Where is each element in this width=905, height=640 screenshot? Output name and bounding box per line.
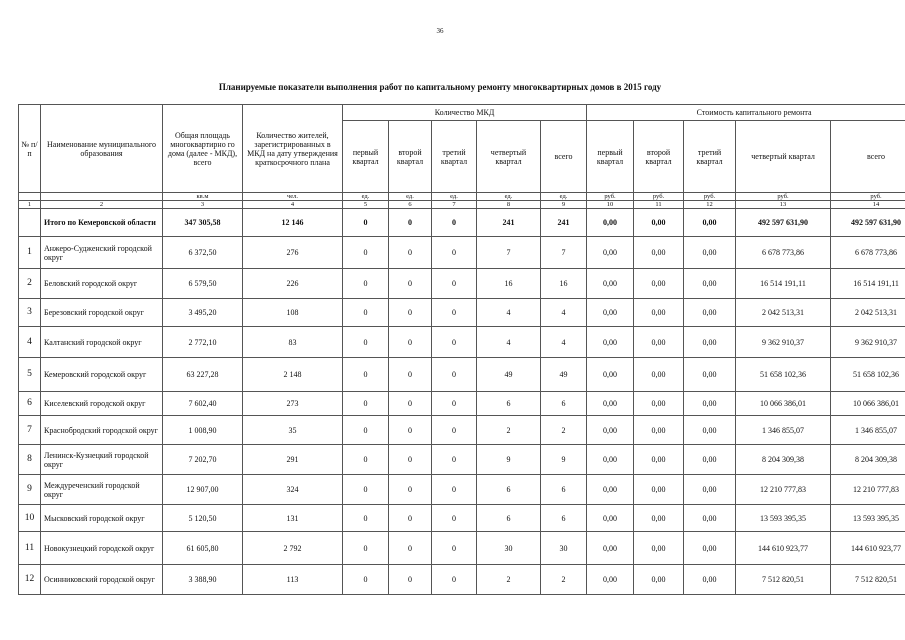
cell-cost-q1: 0,00 — [587, 392, 634, 416]
cell-area: 3 388,90 — [163, 565, 243, 595]
municipality-name: Междуреченский городской округ — [41, 475, 163, 505]
column-number: 7 — [432, 201, 477, 209]
cell-cost-q3: 0,00 — [684, 505, 736, 532]
cell-area: 6 579,50 — [163, 269, 243, 299]
cell-cost-q4: 8 204 309,38 — [736, 445, 831, 475]
page-number: 36 — [436, 27, 444, 35]
cell-mkd-q2: 0 — [389, 505, 432, 532]
cell-cost-q4: 7 512 820,51 — [736, 565, 831, 595]
municipality-name: Кемеровский городской округ — [41, 358, 163, 392]
cell-cost-q1: 0,00 — [587, 532, 634, 565]
header-mkd-q3: третий квартал — [432, 121, 477, 193]
cell-mkd-q3: 0 — [432, 505, 477, 532]
cell-cost-total: 8 204 309,38 — [831, 445, 905, 475]
table-row — [19, 358, 905, 392]
cell-residents: 276 — [243, 237, 343, 269]
cell-mkd-total: 16 — [541, 269, 587, 299]
municipality-name: Мысковский городской округ — [41, 505, 163, 532]
cell-mkd-q1: 0 — [343, 392, 389, 416]
header-cost-q2: второй квартал — [634, 121, 684, 193]
cell-residents: 35 — [243, 416, 343, 445]
unit-cell: руб. — [684, 193, 736, 201]
table-row — [19, 445, 905, 475]
cell-mkd-total: 9 — [541, 445, 587, 475]
unit-cell: руб. — [831, 193, 905, 201]
cell-mkd-total: 2 — [541, 416, 587, 445]
cell-mkd-q3: 0 — [432, 532, 477, 565]
cell-residents: 2 148 — [243, 358, 343, 392]
table-row — [19, 416, 905, 445]
cell-mkd-q2: 0 — [389, 565, 432, 595]
header-mkd-q2: второй квартал — [389, 121, 432, 193]
total-residents: 12 146 — [243, 209, 343, 237]
unit-cell — [41, 193, 163, 201]
unit-cell — [19, 193, 41, 201]
municipality-name: Ленинск-Кузнецкий городской округ — [41, 445, 163, 475]
cell-residents: 324 — [243, 475, 343, 505]
cell-cost-q1: 0,00 — [587, 358, 634, 392]
row-number: 2 — [19, 269, 41, 299]
cell-residents: 2 792 — [243, 532, 343, 565]
table-row — [19, 565, 905, 595]
header-num: № п/п — [19, 105, 41, 193]
cell-cost-q4: 2 042 513,31 — [736, 299, 831, 327]
municipality-name: Анжеро-Судженский городской округ — [41, 237, 163, 269]
cell-cost-total: 1 346 855,07 — [831, 416, 905, 445]
cell-mkd-q3: 0 — [432, 358, 477, 392]
column-number: 13 — [736, 201, 831, 209]
cell-cost-q3: 0,00 — [684, 269, 736, 299]
header-area: Общая площадь многоквартирно го дома (далее - МКД), всего — [163, 105, 243, 193]
cell-cost-q1: 0,00 — [587, 565, 634, 595]
total-num-cell — [19, 209, 41, 237]
table-row — [19, 299, 905, 327]
cell-cost-q2: 0,00 — [634, 358, 684, 392]
cell-cost-q2: 0,00 — [634, 237, 684, 269]
cell-cost-q4: 6 678 773,86 — [736, 237, 831, 269]
total-mkd-q3: 0 — [432, 209, 477, 237]
cell-cost-q4: 13 593 395,35 — [736, 505, 831, 532]
cell-mkd-q2: 0 — [389, 269, 432, 299]
cell-cost-q3: 0,00 — [684, 327, 736, 358]
cell-cost-q2: 0,00 — [634, 416, 684, 445]
column-number: 3 — [163, 201, 243, 209]
cell-cost-q1: 0,00 — [587, 269, 634, 299]
cell-cost-q2: 0,00 — [634, 299, 684, 327]
cell-area: 6 372,50 — [163, 237, 243, 269]
cell-cost-q3: 0,00 — [684, 358, 736, 392]
cell-cost-total: 51 658 102,36 — [831, 358, 905, 392]
cell-mkd-q4: 6 — [477, 475, 541, 505]
total-cost-q1: 0,00 — [587, 209, 634, 237]
total-cost-q4: 492 597 631,90 — [736, 209, 831, 237]
cell-mkd-q3: 0 — [432, 269, 477, 299]
header-mkd-q1: первый квартал — [343, 121, 389, 193]
cell-mkd-total: 49 — [541, 358, 587, 392]
cell-cost-total: 16 514 191,11 — [831, 269, 905, 299]
cell-cost-q2: 0,00 — [634, 475, 684, 505]
total-cost-total: 492 597 631,90 — [831, 209, 905, 237]
header-residents: Количество жителей, зарегистрированных в МКД на дату утверждения краткосрочного плана — [243, 105, 343, 193]
unit-cell: ед. — [541, 193, 587, 201]
cell-cost-q3: 0,00 — [684, 475, 736, 505]
municipality-name: Калтанский городской округ — [41, 327, 163, 358]
column-number: 1 — [19, 201, 41, 209]
cell-mkd-q3: 0 — [432, 392, 477, 416]
municipality-name: Краснобродский городской округ — [41, 416, 163, 445]
cell-cost-q3: 0,00 — [684, 532, 736, 565]
cell-cost-q3: 0,00 — [684, 416, 736, 445]
column-number: 11 — [634, 201, 684, 209]
cell-area: 7 202,70 — [163, 445, 243, 475]
cell-mkd-q1: 0 — [343, 532, 389, 565]
cell-mkd-total: 6 — [541, 475, 587, 505]
header-mkd-group: Количество МКД — [343, 105, 587, 121]
cell-residents: 108 — [243, 299, 343, 327]
cell-mkd-q4: 30 — [477, 532, 541, 565]
cell-mkd-q1: 0 — [343, 505, 389, 532]
cell-cost-total: 12 210 777,83 — [831, 475, 905, 505]
cell-mkd-q3: 0 — [432, 237, 477, 269]
column-number: 4 — [243, 201, 343, 209]
cell-cost-q4: 10 066 386,01 — [736, 392, 831, 416]
cell-cost-total: 13 593 395,35 — [831, 505, 905, 532]
header-cost-q1: первый квартал — [587, 121, 634, 193]
table-row — [19, 269, 905, 299]
unit-cell: кв.м — [163, 193, 243, 201]
cell-mkd-q4: 16 — [477, 269, 541, 299]
cell-mkd-total: 4 — [541, 327, 587, 358]
column-number: 12 — [684, 201, 736, 209]
cell-mkd-q1: 0 — [343, 445, 389, 475]
row-number: 12 — [19, 565, 41, 595]
cell-cost-q1: 0,00 — [587, 299, 634, 327]
cell-cost-total: 9 362 910,37 — [831, 327, 905, 358]
cell-cost-q2: 0,00 — [634, 532, 684, 565]
row-number: 11 — [19, 532, 41, 565]
header-mkd-total: всего — [541, 121, 587, 193]
cell-area: 12 907,00 — [163, 475, 243, 505]
cell-cost-q3: 0,00 — [684, 445, 736, 475]
row-number: 8 — [19, 445, 41, 475]
cell-area: 7 602,40 — [163, 392, 243, 416]
cell-mkd-q2: 0 — [389, 416, 432, 445]
cell-mkd-q2: 0 — [389, 392, 432, 416]
total-mkd-q2: 0 — [389, 209, 432, 237]
cell-mkd-total: 6 — [541, 505, 587, 532]
total-name: Итого по Кемеровской области — [41, 209, 163, 237]
cell-cost-q3: 0,00 — [684, 392, 736, 416]
cell-area: 3 495,20 — [163, 299, 243, 327]
cell-mkd-q4: 4 — [477, 327, 541, 358]
cell-cost-q3: 0,00 — [684, 299, 736, 327]
unit-cell: руб. — [587, 193, 634, 201]
column-number: 9 — [541, 201, 587, 209]
column-number: 5 — [343, 201, 389, 209]
cell-mkd-q1: 0 — [343, 327, 389, 358]
municipality-name: Беловский городской округ — [41, 269, 163, 299]
column-number: 2 — [41, 201, 163, 209]
cell-mkd-q4: 6 — [477, 392, 541, 416]
cell-cost-total: 6 678 773,86 — [831, 237, 905, 269]
cell-cost-q4: 12 210 777,83 — [736, 475, 831, 505]
cell-cost-q1: 0,00 — [587, 505, 634, 532]
municipality-name: Новокузнецкий городской округ — [41, 532, 163, 565]
row-number: 5 — [19, 358, 41, 392]
cell-cost-total: 144 610 923,77 — [831, 532, 905, 565]
cell-cost-q1: 0,00 — [587, 237, 634, 269]
total-area: 347 305,58 — [163, 209, 243, 237]
row-number: 3 — [19, 299, 41, 327]
row-number: 10 — [19, 505, 41, 532]
total-cost-q2: 0,00 — [634, 209, 684, 237]
cell-mkd-q1: 0 — [343, 358, 389, 392]
cell-mkd-q4: 4 — [477, 299, 541, 327]
cell-cost-q1: 0,00 — [587, 445, 634, 475]
table-row — [19, 327, 905, 358]
cell-residents: 113 — [243, 565, 343, 595]
cell-mkd-q2: 0 — [389, 475, 432, 505]
cell-area: 5 120,50 — [163, 505, 243, 532]
cell-area: 2 772,10 — [163, 327, 243, 358]
cell-mkd-q3: 0 — [432, 565, 477, 595]
row-number: 9 — [19, 475, 41, 505]
cell-mkd-q3: 0 — [432, 416, 477, 445]
unit-cell: ед. — [477, 193, 541, 201]
header-cost-group: Стоимость капитального ремонта — [587, 105, 905, 121]
cell-cost-q1: 0,00 — [587, 416, 634, 445]
cell-mkd-q3: 0 — [432, 327, 477, 358]
header-name: Наименование муниципального образования — [41, 105, 163, 193]
cell-cost-total: 2 042 513,31 — [831, 299, 905, 327]
cell-residents: 226 — [243, 269, 343, 299]
municipality-name: Киселевский городской округ — [41, 392, 163, 416]
total-row — [19, 209, 905, 237]
cell-residents: 131 — [243, 505, 343, 532]
cell-mkd-total: 4 — [541, 299, 587, 327]
cell-mkd-q3: 0 — [432, 475, 477, 505]
cell-cost-q4: 16 514 191,11 — [736, 269, 831, 299]
document-title: Планируемые показатели выполнения работ по капитальному ремонту многоквартирных домов в 2015 году — [218, 82, 662, 92]
cell-cost-q2: 0,00 — [634, 565, 684, 595]
cell-mkd-q4: 9 — [477, 445, 541, 475]
cell-mkd-q1: 0 — [343, 269, 389, 299]
cell-area: 1 008,90 — [163, 416, 243, 445]
cell-mkd-q1: 0 — [343, 237, 389, 269]
unit-cell: чел. — [243, 193, 343, 201]
unit-cell: ед. — [389, 193, 432, 201]
cell-area: 61 605,80 — [163, 532, 243, 565]
cell-mkd-q4: 6 — [477, 505, 541, 532]
cell-mkd-q2: 0 — [389, 327, 432, 358]
cell-cost-q3: 0,00 — [684, 237, 736, 269]
municipality-name: Березовский городской округ — [41, 299, 163, 327]
row-number: 4 — [19, 327, 41, 358]
cell-mkd-total: 7 — [541, 237, 587, 269]
cell-cost-q2: 0,00 — [634, 445, 684, 475]
municipality-name: Осинниковский городской округ — [41, 565, 163, 595]
column-number: 14 — [831, 201, 905, 209]
table-row — [19, 237, 905, 269]
header-cost-q4: четвертый квартал — [736, 121, 831, 193]
unit-cell: ед. — [343, 193, 389, 201]
cell-mkd-total: 6 — [541, 392, 587, 416]
cell-mkd-q2: 0 — [389, 532, 432, 565]
cell-mkd-q1: 0 — [343, 299, 389, 327]
cell-mkd-q3: 0 — [432, 299, 477, 327]
row-number: 6 — [19, 392, 41, 416]
cell-area: 63 227,28 — [163, 358, 243, 392]
cell-cost-q1: 0,00 — [587, 475, 634, 505]
cell-mkd-q4: 2 — [477, 416, 541, 445]
cell-mkd-q1: 0 — [343, 416, 389, 445]
header-mkd-q4: четвертый квартал — [477, 121, 541, 193]
header-cost-total: всего — [831, 121, 905, 193]
cell-cost-total: 7 512 820,51 — [831, 565, 905, 595]
cell-mkd-q4: 49 — [477, 358, 541, 392]
cell-mkd-total: 30 — [541, 532, 587, 565]
units-row — [19, 193, 905, 201]
cell-mkd-q2: 0 — [389, 445, 432, 475]
cell-cost-q3: 0,00 — [684, 565, 736, 595]
unit-cell: ед. — [432, 193, 477, 201]
column-number: 10 — [587, 201, 634, 209]
cell-residents: 291 — [243, 445, 343, 475]
cell-mkd-q1: 0 — [343, 565, 389, 595]
cell-mkd-q4: 2 — [477, 565, 541, 595]
total-mkd-q4: 241 — [477, 209, 541, 237]
cell-cost-q2: 0,00 — [634, 392, 684, 416]
row-number: 7 — [19, 416, 41, 445]
repair-plan-table — [18, 104, 905, 595]
cell-cost-q1: 0,00 — [587, 327, 634, 358]
cell-mkd-q2: 0 — [389, 299, 432, 327]
cell-cost-total: 10 066 386,01 — [831, 392, 905, 416]
cell-residents: 83 — [243, 327, 343, 358]
table-row — [19, 392, 905, 416]
total-mkd-total: 241 — [541, 209, 587, 237]
cell-cost-q4: 144 610 923,77 — [736, 532, 831, 565]
cell-cost-q4: 9 362 910,37 — [736, 327, 831, 358]
cell-mkd-q2: 0 — [389, 358, 432, 392]
cell-mkd-q2: 0 — [389, 237, 432, 269]
cell-cost-q2: 0,00 — [634, 327, 684, 358]
header-cost-q3: третий квартал — [684, 121, 736, 193]
total-cost-q3: 0,00 — [684, 209, 736, 237]
column-number: 8 — [477, 201, 541, 209]
cell-mkd-total: 2 — [541, 565, 587, 595]
cell-cost-q4: 51 658 102,36 — [736, 358, 831, 392]
table-row — [19, 475, 905, 505]
unit-cell: руб. — [634, 193, 684, 201]
cell-mkd-q1: 0 — [343, 475, 389, 505]
cell-mkd-q3: 0 — [432, 445, 477, 475]
cell-cost-q2: 0,00 — [634, 269, 684, 299]
cell-cost-q4: 1 346 855,07 — [736, 416, 831, 445]
row-number: 1 — [19, 237, 41, 269]
table-row — [19, 505, 905, 532]
unit-cell: руб. — [736, 193, 831, 201]
cell-cost-q2: 0,00 — [634, 505, 684, 532]
column-number: 6 — [389, 201, 432, 209]
column-numbers-row — [19, 201, 905, 209]
total-mkd-q1: 0 — [343, 209, 389, 237]
cell-residents: 273 — [243, 392, 343, 416]
cell-mkd-q4: 7 — [477, 237, 541, 269]
table-row — [19, 532, 905, 565]
